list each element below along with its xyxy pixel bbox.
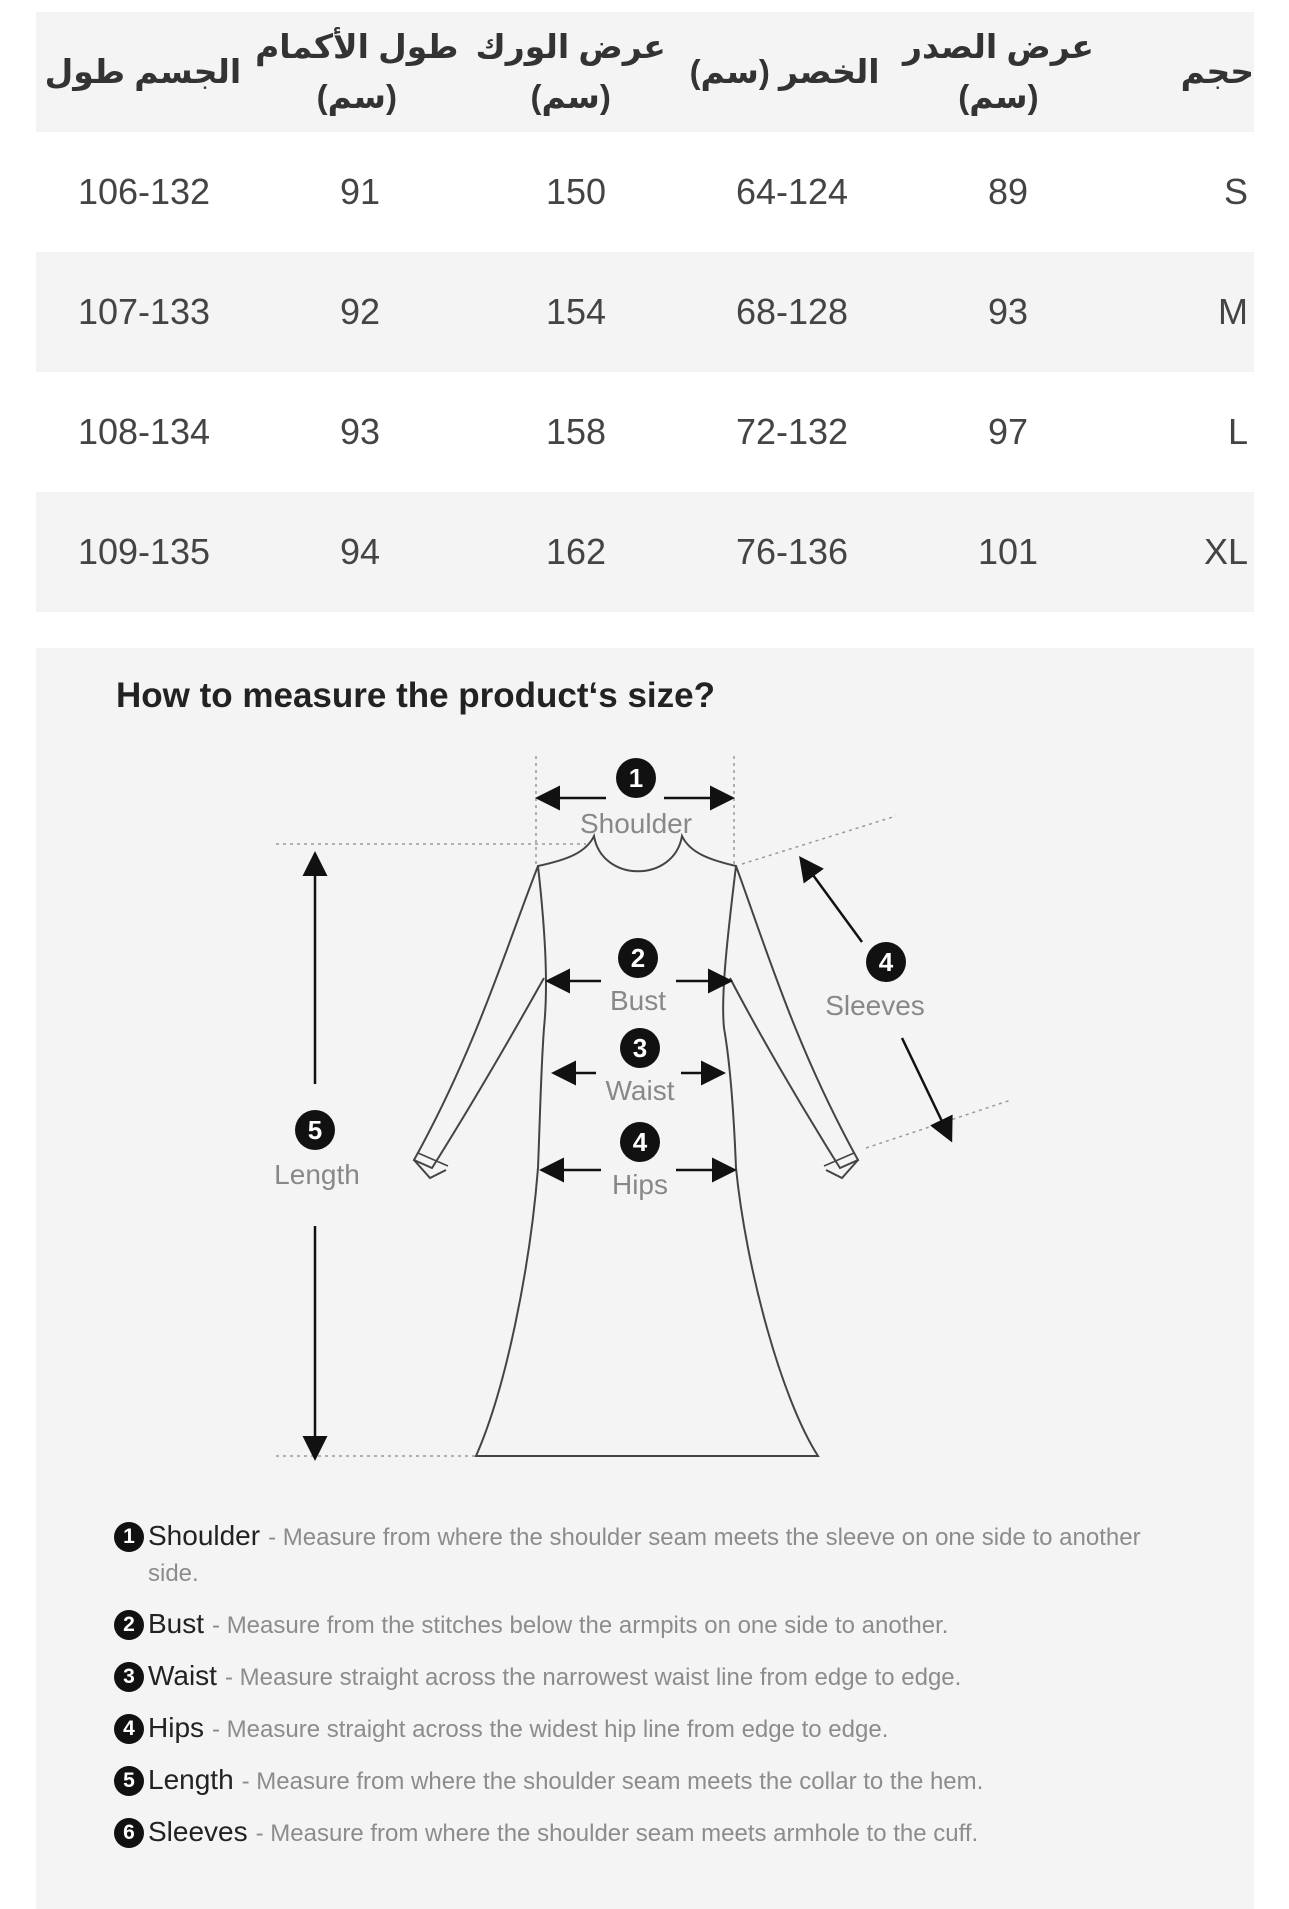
- cell-hip: 162: [545, 531, 607, 572]
- waist-marker: [606, 1028, 675, 1106]
- cell-bust: 97: [987, 411, 1029, 452]
- size-table: [36, 12, 1254, 612]
- number-badge: 4: [114, 1714, 144, 1744]
- legend-term: Hips: [148, 1712, 205, 1743]
- legend-desc: - Measure from where the shoulder seam meets the collar to the hem.: [241, 1768, 984, 1795]
- cell-sleeve: 91: [339, 171, 381, 212]
- cell-size: L: [1227, 411, 1248, 452]
- header-waist: الخصر (سم): [689, 53, 880, 90]
- cell-size: XL: [1203, 531, 1248, 572]
- legend-term: Sleeves: [148, 1816, 248, 1847]
- cell-waist: 72-132: [735, 411, 849, 452]
- hips-marker: [612, 1122, 668, 1200]
- list-item: [114, 1606, 1174, 1644]
- cell-hip: 150: [545, 171, 607, 212]
- svg-text:Bust: Bust: [609, 985, 667, 1016]
- list-item: [114, 1658, 1174, 1696]
- cell-waist: 68-128: [735, 291, 849, 332]
- cell-size: S: [1223, 171, 1248, 212]
- cell-sleeve: 93: [339, 411, 381, 452]
- svg-text:Length: Length: [274, 1159, 360, 1190]
- cell-bust: 101: [977, 531, 1039, 572]
- legend-desc: - Measure from where the shoulder seam meets armhole to the cuff.: [255, 1820, 979, 1847]
- bust-marker: [610, 938, 666, 1016]
- cell-length: 109-135: [77, 531, 211, 572]
- legend-term: Length: [148, 1764, 234, 1795]
- table-row: [36, 372, 1254, 492]
- legend-desc: - Measure straight across the narrowest waist line from edge to edge.: [224, 1664, 962, 1691]
- cell-hip: 158: [545, 411, 607, 452]
- number-badge: 5: [114, 1766, 144, 1796]
- measure-guide-panel: [36, 648, 1254, 1909]
- legend-term: Waist: [148, 1660, 217, 1691]
- cell-sleeve: 94: [339, 531, 381, 572]
- cell-length: 107-133: [77, 291, 211, 332]
- table-row: [36, 492, 1254, 612]
- header-sleeve: طول الأكمام (سم): [255, 28, 459, 115]
- panel-title: How to measure the product‘s size?: [116, 676, 715, 715]
- cell-waist: 64-124: [735, 171, 849, 212]
- cell-length: 106-132: [77, 171, 211, 212]
- list-item: [114, 1518, 1174, 1592]
- dress-measure-diagram: [36, 648, 1254, 1508]
- svg-text:5: 5: [307, 1115, 323, 1145]
- list-item: [114, 1710, 1174, 1748]
- table-header-row: [36, 12, 1254, 132]
- cell-hip: 154: [545, 291, 607, 332]
- table-row: [36, 252, 1254, 372]
- number-badge: 2: [114, 1610, 144, 1640]
- number-badge: 6: [114, 1818, 144, 1848]
- svg-text:1: 1: [628, 763, 644, 793]
- legend-desc: - Measure straight across the widest hip line from edge to edge.: [212, 1716, 889, 1743]
- guide-lines: [276, 756, 1011, 1456]
- length-marker: [274, 1110, 360, 1190]
- list-item: [114, 1814, 1174, 1852]
- number-badge: 3: [114, 1662, 144, 1692]
- header-size: حجم: [1180, 53, 1255, 90]
- svg-text:2: 2: [630, 943, 646, 973]
- cell-bust: 89: [987, 171, 1029, 212]
- legend-term: Bust: [148, 1608, 205, 1639]
- measure-legend: [114, 1518, 1174, 1866]
- svg-text:Sleeves: Sleeves: [825, 990, 925, 1021]
- legend-term: Shoulder: [148, 1520, 261, 1551]
- svg-text:3: 3: [632, 1033, 648, 1063]
- table-row: [36, 132, 1254, 252]
- number-badge: 1: [114, 1522, 144, 1552]
- svg-text:4: 4: [632, 1127, 648, 1157]
- cell-waist: 76-136: [735, 531, 849, 572]
- sleeves-marker: [825, 942, 925, 1021]
- list-item: [114, 1762, 1174, 1800]
- header-hip: عرض الورك (سم): [475, 28, 666, 115]
- legend-desc: - Measure from the stitches below the armpits on one side to another.: [212, 1612, 949, 1639]
- cell-length: 108-134: [77, 411, 211, 452]
- cell-size: M: [1218, 291, 1248, 332]
- header-length: الجسم طول: [44, 53, 242, 90]
- cell-sleeve: 92: [339, 291, 381, 332]
- legend-desc: - Measure from where the shoulder seam meets the sleeve on one side to another side.: [148, 1524, 1141, 1587]
- cell-bust: 93: [987, 291, 1029, 332]
- svg-text:Waist: Waist: [605, 1075, 675, 1106]
- svg-text:Shoulder: Shoulder: [579, 808, 693, 839]
- svg-text:4: 4: [878, 947, 894, 977]
- svg-text:Hips: Hips: [611, 1169, 669, 1200]
- header-bust: عرض الصدر (سم): [902, 28, 1094, 115]
